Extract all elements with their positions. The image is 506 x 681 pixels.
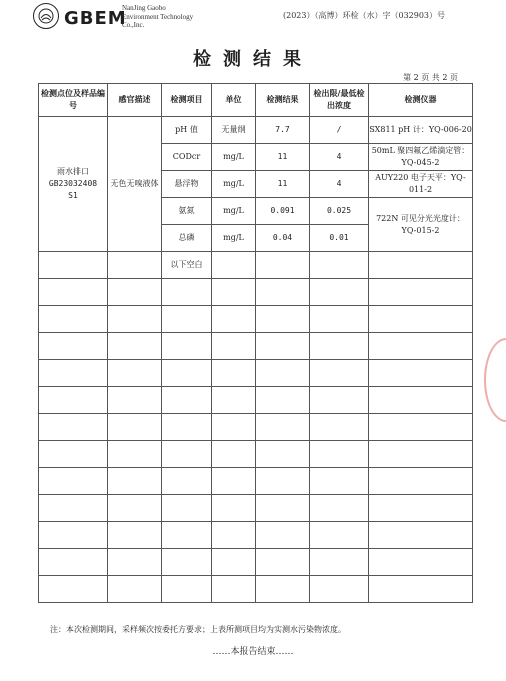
table-row — [39, 495, 473, 522]
sample-point-cell — [39, 117, 108, 252]
table-row — [39, 252, 473, 279]
unit-cell: mg/L — [212, 225, 256, 252]
table-row — [39, 441, 473, 468]
unit-cell: mg/L — [212, 198, 256, 225]
table-row — [39, 414, 473, 441]
instrument-cell: AUY220 电子天平：YQ-011-2 — [369, 171, 473, 198]
sample-point: 雨水排口 — [57, 167, 89, 176]
unit-cell: mg/L — [212, 144, 256, 171]
company-line: Environment Technology — [122, 12, 194, 21]
page-title: 检测结果 — [193, 49, 313, 70]
table-row — [39, 576, 473, 603]
table-row — [39, 549, 473, 576]
item-cell: 氨氮 — [162, 198, 212, 225]
header-item: 检测项目 — [162, 84, 212, 117]
table-row — [39, 522, 473, 549]
item-cell: 总磷 — [162, 225, 212, 252]
limit-cell: 4 — [310, 171, 369, 198]
description-cell: 无色无嗅液体 — [108, 117, 162, 252]
header-description: 感官描述 — [108, 84, 162, 117]
header-unit: 单位 — [212, 84, 256, 117]
results-table — [38, 83, 473, 603]
report-number: (2023）（高博）环检（水）字（032903）号 — [283, 11, 446, 20]
table-row — [39, 279, 473, 306]
company-logo-icon — [33, 3, 59, 29]
page-number: 第 2 页 共 2 页 — [403, 73, 458, 82]
instrument-cell: 722N 可见分光光度计：YQ-015-2 — [369, 198, 473, 252]
instrument-cell: SX811 pH 计：YQ-006-20 — [369, 117, 473, 144]
header-result: 检测结果 — [256, 84, 310, 117]
table-row — [39, 117, 473, 144]
table-row — [39, 387, 473, 414]
seal-stamp-icon — [484, 338, 506, 422]
instrument-cell: 50mL 聚四氟乙烯滴定管：YQ-045-2 — [369, 144, 473, 171]
unit-cell: 无量纲 — [212, 117, 256, 144]
limit-cell: 0.01 — [310, 225, 369, 252]
table-header-row — [39, 84, 473, 117]
limit-cell: 0.025 — [310, 198, 369, 225]
table-row — [39, 333, 473, 360]
header-instrument: 检测仪器 — [369, 84, 473, 117]
report-end: ……本报告结束…… — [212, 647, 294, 657]
unit-cell: mg/L — [212, 171, 256, 198]
sample-suffix: S1 — [68, 191, 78, 200]
company-line: Co.,Inc. — [122, 21, 145, 29]
item-cell: CODcr — [162, 144, 212, 171]
sample-code: GB23032408 — [48, 179, 98, 188]
table-row — [39, 468, 473, 495]
result-cell: 11 — [256, 171, 310, 198]
company-name — [122, 4, 193, 30]
header-sample-point: 检测点位及样品编号 — [39, 84, 108, 117]
limit-cell: / — [310, 117, 369, 144]
header-limit: 检出限/最低检出浓度 — [310, 84, 369, 117]
table-row — [39, 360, 473, 387]
logo-text: GBEM — [64, 8, 127, 29]
report-note: 注：本次检测期间，采样频次按委托方要求；上表所测项目均为实测水污染物浓度。 — [50, 625, 346, 634]
blank-label: 以下空白 — [162, 252, 212, 279]
result-cell: 7.7 — [256, 117, 310, 144]
limit-cell: 4 — [310, 144, 369, 171]
table-row — [39, 306, 473, 333]
result-cell: 0.04 — [256, 225, 310, 252]
item-cell: pH 值 — [162, 117, 212, 144]
company-line: NanJing Gaobo — [122, 4, 166, 12]
result-cell: 11 — [256, 144, 310, 171]
result-cell: 0.091 — [256, 198, 310, 225]
item-cell: 悬浮物 — [162, 171, 212, 198]
report-header — [0, 0, 506, 40]
